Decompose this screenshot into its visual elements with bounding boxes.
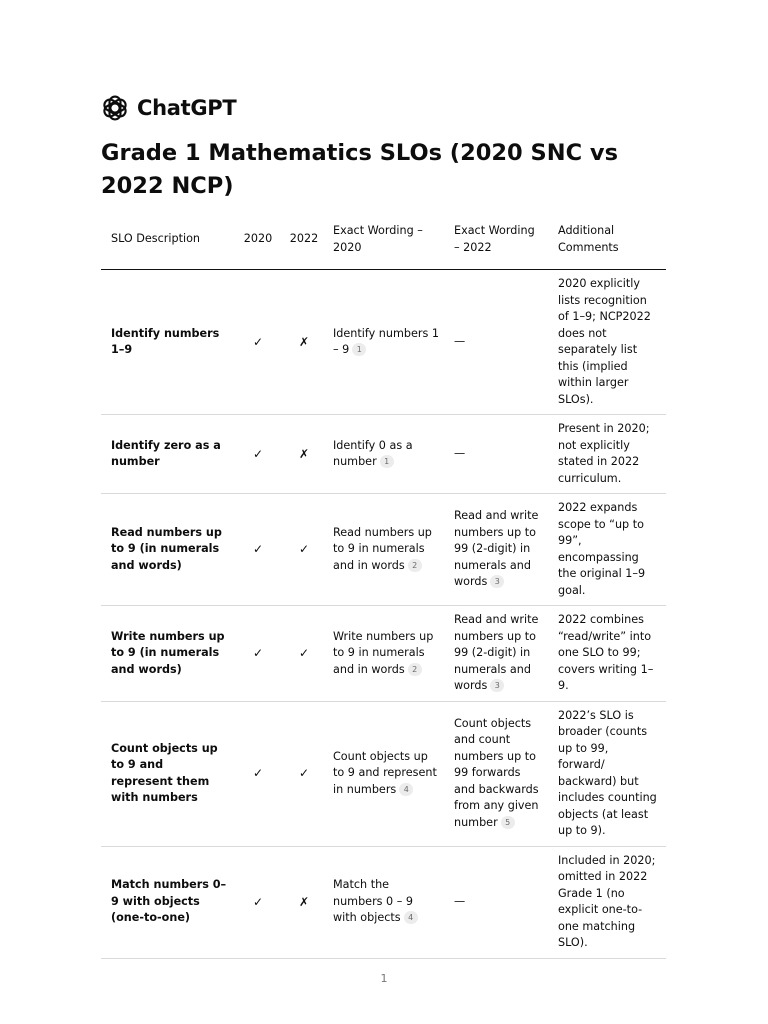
present-2022-mark: ✗ — [281, 846, 327, 958]
table-row — [101, 606, 666, 702]
wording-2020-cell — [327, 494, 448, 606]
table-header-row — [101, 219, 666, 270]
header-wording-2022: Exact Wording – 2022 — [448, 219, 550, 270]
present-2022-mark: ✗ — [281, 415, 327, 494]
wording-2022-text: — — [454, 446, 466, 460]
table-row — [101, 270, 666, 415]
additional-comment: Present in 2020; not explicitly stated in 2022 curriculum. — [550, 415, 666, 494]
additional-comment: 2020 explicitly lists recognition of 1–9; NCP2022 does not separately list this (implied within larger SLOs). — [550, 270, 666, 415]
citation-badge[interactable]: 3 — [490, 679, 504, 692]
present-2020-mark: ✓ — [235, 270, 281, 415]
wording-2022-text: — — [454, 894, 466, 908]
present-2020-mark: ✓ — [235, 415, 281, 494]
brand-header — [101, 94, 236, 122]
present-2020-mark: ✓ — [235, 606, 281, 702]
table-body — [101, 270, 666, 959]
wording-2020-text: Count objects up to 9 and represent in numbers — [333, 749, 437, 796]
wording-2020-text: Match the numbers 0 – 9 with objects — [333, 878, 413, 925]
wording-2020-cell — [327, 701, 448, 846]
header-additional-comments: Additional Comments — [550, 219, 666, 270]
citation-badge[interactable]: 3 — [490, 575, 504, 588]
additional-comment: 2022 combines “read/write” into one SLO to 99; covers writing 1–9. — [550, 606, 666, 702]
slo-description: Read numbers up to 9 (in numerals and words) — [101, 494, 235, 606]
slo-description: Count objects up to 9 and represent them with numbers — [101, 701, 235, 846]
slo-description: Identify zero as a number — [101, 415, 235, 494]
slo-comparison-table — [101, 219, 666, 959]
slo-description: Match numbers 0–9 with objects (one-to-one) — [101, 846, 235, 958]
additional-comment: Included in 2020; omitted in 2022 Grade 1 (no explicit one-to-one matching SLO). — [550, 846, 666, 958]
present-2022-mark: ✗ — [281, 270, 327, 415]
slo-description: Write numbers up to 9 (in numerals and words) — [101, 606, 235, 702]
wording-2022-text: Read and write numbers up to 99 (2-digit) in numerals and words — [454, 509, 539, 589]
wording-2020-cell — [327, 415, 448, 494]
table-row — [101, 494, 666, 606]
wording-2020-text: Identify numbers 1 – 9 — [333, 326, 439, 356]
citation-badge[interactable]: 5 — [501, 816, 515, 829]
wording-2022-text: — — [454, 334, 466, 348]
citation-badge[interactable]: 4 — [399, 783, 413, 796]
wording-2020-cell — [327, 606, 448, 702]
present-2022-mark: ✓ — [281, 606, 327, 702]
present-2022-mark: ✓ — [281, 494, 327, 606]
wording-2022-cell — [448, 270, 550, 415]
citation-badge[interactable]: 2 — [408, 559, 422, 572]
citation-badge[interactable]: 4 — [404, 911, 418, 924]
table-row — [101, 415, 666, 494]
header-2022: 2022 — [281, 219, 327, 270]
wording-2022-cell — [448, 701, 550, 846]
header-wording-2020: Exact Wording – 2020 — [327, 219, 448, 270]
header-slo-description: SLO Description — [101, 219, 235, 270]
additional-comment: 2022 expands scope to “up to 99”, encompassing the original 1–9 goal. — [550, 494, 666, 606]
citation-badge[interactable]: 1 — [380, 455, 394, 468]
present-2020-mark: ✓ — [235, 846, 281, 958]
wording-2020-cell — [327, 846, 448, 958]
wording-2020-cell — [327, 270, 448, 415]
wording-2022-cell — [448, 494, 550, 606]
wording-2022-cell — [448, 846, 550, 958]
present-2022-mark: ✓ — [281, 701, 327, 846]
brand-name: ChatGPT — [137, 96, 237, 120]
wording-2022-text: Read and write numbers up to 99 (2-digit) in numerals and words — [454, 613, 539, 692]
wording-2020-text: Write numbers up to 9 in numerals and in words — [333, 629, 434, 676]
slo-description: Identify numbers 1–9 — [101, 270, 235, 415]
table-header — [101, 219, 666, 270]
document-title: Grade 1 Mathematics SLOs (2020 SNC vs 2022 NCP) — [101, 140, 618, 199]
table-row — [101, 701, 666, 846]
wording-2022-text: Count objects and count numbers up to 99 forwards and backwards from any given number — [454, 716, 539, 829]
openai-knot-icon — [101, 94, 129, 122]
wording-2022-cell — [448, 415, 550, 494]
citation-badge[interactable]: 2 — [408, 663, 422, 676]
present-2020-mark: ✓ — [235, 701, 281, 846]
present-2020-mark: ✓ — [235, 494, 281, 606]
additional-comment: 2022’s SLO is broader (counts up to 99, forward/ backward) but includes counting objects (at least up to 9). — [550, 701, 666, 846]
wording-2022-cell — [448, 606, 550, 702]
header-2020: 2020 — [235, 219, 281, 270]
page-number: 1 — [380, 972, 388, 985]
wording-2020-text: Read numbers up to 9 in numerals and in words — [333, 525, 432, 572]
table-row — [101, 846, 666, 958]
wording-2020-text: Identify 0 as a number — [333, 438, 413, 468]
citation-badge[interactable]: 1 — [352, 343, 366, 356]
